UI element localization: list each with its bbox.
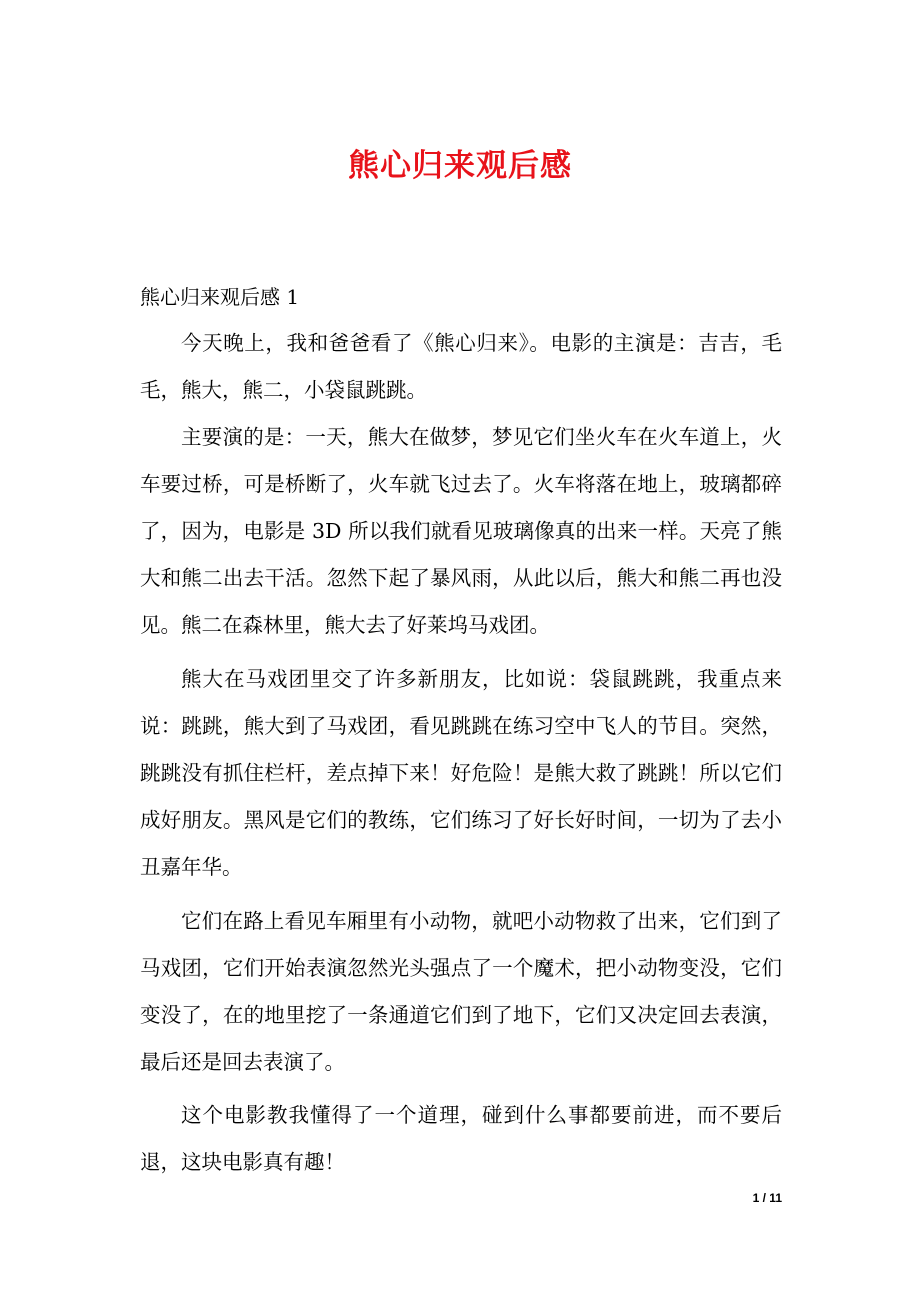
paragraph: 主要演的是：一天，熊大在做梦，梦见它们坐火车在火车道上，火车要过桥，可是桥断了，火车就飞过去了。火车将落在地上，玻璃都碎了，因为，电影是 3D 所以我们就看见玻璃像真的出来一样。天亮了熊大和熊二出去干活。忽然下起了暴风雨，从此以后，熊大和熊二再也没见。熊二在森林里，熊大去了好莱坞马戏团。 (140, 425, 782, 637)
paragraph: 这个电影教我懂得了一个道理，碰到什么事都要前进，而不要后退，这块电影真有趣！ (140, 1103, 782, 1174)
paragraph: 熊大在马戏团里交了许多新朋友，比如说：袋鼠跳跳，我重点来说：跳跳，熊大到了马戏团，看见跳跳在练习空中飞人的节目。突然，跳跳没有抓住栏杆，差点掉下来！好危险！是熊大救了跳跳！所以它们成好朋友。黑风是它们的教练，它们练习了好长好时间，一切为了去小丑嘉年华。 (140, 667, 782, 879)
document-title: 熊心归来观后感 (348, 148, 572, 184)
paragraph: 它们在路上看见车厢里有小动物，就吧小动物救了出来，它们到了马戏团，它们开始表演忽然光头强点了一个魔术，把小动物变没，它们变没了，在的地里挖了一条通道它们到了地下，它们又决定回去表演，最后还是回去表演了。 (140, 909, 782, 1074)
paragraph: 今天晚上，我和爸爸看了《熊心归来》。电影的主演是：吉吉，毛毛，熊大，熊二，小袋鼠跳跳。 (140, 331, 782, 402)
section-heading: 熊心归来观后感 1 (140, 285, 300, 309)
page-number: 1 / 11 (752, 1191, 782, 1205)
